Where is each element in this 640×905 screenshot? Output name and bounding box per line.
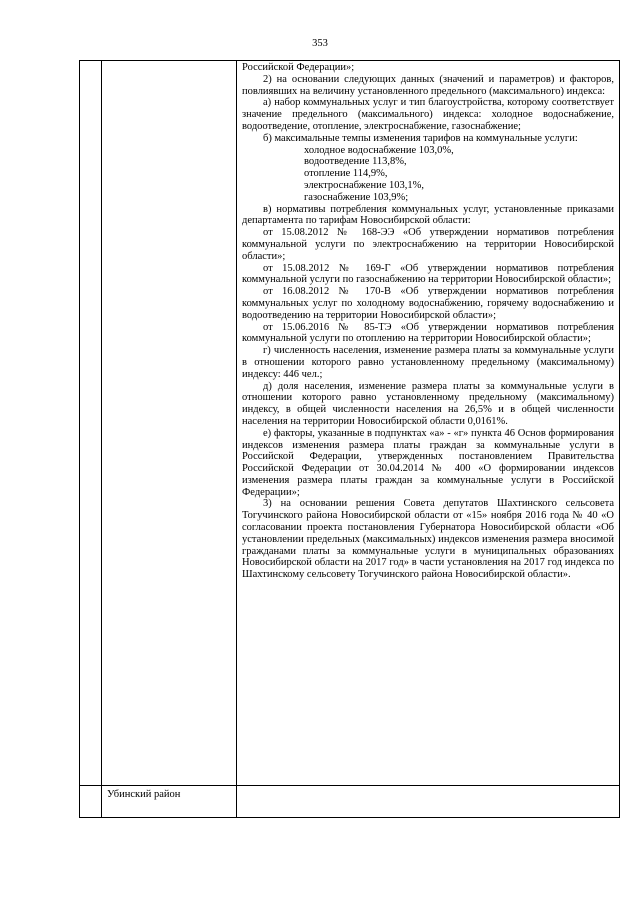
content-paragraph: в) нормативы потребления коммунальных услуг, установленные приказами департамента по тарифам Новосибирской области:: [242, 203, 614, 227]
content-paragraph: 3) на основании решения Совета депутатов Шахтинского сельсовета Тогучинского района Новосибирской области от «15» ноября 2016 года № 40 «О согласовании проекта постановления Губернатора Новосибирской области «Об установлении предельных (максимальных) индексов изменения размера вносимой гражданами платы за коммунальные услуги в муниципальных образованиях Новосибирской области на 2017 год» в части установления на 2017 год индекса по Шахтинскому сельсовету Тогучинского района Новосибирской области».: [242, 498, 614, 581]
tariff-rate-item: отопление 114,9%,: [304, 168, 388, 180]
content-paragraph: д) доля населения, изменение размера платы за коммунальные услуги в отношении которого равно установленному предельному (максимальному) индексу, в общей численности населения на 26,5% и в общей численности населения на территории Новосибирской области 0,0161%.: [242, 380, 614, 427]
content-paragraph: б) максимальные темпы изменения тарифов на коммунальные услуги:: [263, 132, 578, 144]
content-paragraph: а) набор коммунальных услуг и тип благоустройства, которому соответствует значение предельного (максимального) индекса: холодное водоснабжение, водоотведение, отопление, электроснабжение, газоснабжение;: [242, 97, 614, 132]
tariff-rate-item: электроснабжение 103,1%,: [304, 179, 424, 191]
tariff-rate-item: водоотведение 113,8%,: [304, 156, 407, 168]
content-paragraph: Российской Федерации»;: [242, 62, 355, 73]
tariff-rate-item: холодное водоснабжение 103,0%,: [304, 144, 454, 156]
tariff-rate-item: газоснабжение 103,9%;: [304, 191, 409, 203]
content-paragraph: от 16.08.2012 № 170-В «Об утверждении нормативов потребления коммунальных услуг по холодному водоснабжению, горячему водоснабжению и водоотведению на территории Новосибирской области»;: [242, 286, 614, 321]
column-divider-1: [101, 61, 102, 817]
document-table: [79, 60, 620, 818]
page-number: 353: [312, 38, 328, 49]
district-name: Убинский район: [107, 789, 181, 800]
content-paragraph: 2) на основании следующих данных (значений и параметров) и факторов, повлиявших на величину установленного предельного (максимального) индекса:: [242, 73, 614, 97]
content-paragraph: г) численность населения, изменение размера платы за коммунальные услуги в отношении которого равно установленному предельному (максимальному) индексу: 446 чел.;: [242, 345, 614, 380]
content-cell: [242, 62, 614, 581]
row-divider: [80, 785, 619, 786]
content-paragraph: е) факторы, указанные в подпунктах «а» - «г» пункта 46 Основ формирования индексов изменения размера платы граждан за коммунальные услуги в Российской Федерации, утвержденных постановлением Правительства Российской Федерации от 30.04.2014 № 400 «О формировании индексов изменения размера платы граждан за коммунальные услуги в Российской Федерации»;: [242, 427, 614, 498]
content-paragraph: от 15.08.2012 № 168-ЭЭ «Об утверждении нормативов потребления коммунальной услуги по электроснабжению на территории Новосибирской области»;: [242, 227, 614, 262]
column-divider-2: [236, 61, 237, 817]
content-paragraph: от 15.06.2016 № 85-ТЭ «Об утверждении нормативов потребления коммунальной услуги по отоплению на территории Новосибирской области»;: [242, 321, 614, 345]
content-paragraph: от 15.08.2012 № 169-Г «Об утверждении нормативов потребления коммунальной услуги по газоснабжению на территории Новосибирской области»;: [242, 262, 614, 286]
